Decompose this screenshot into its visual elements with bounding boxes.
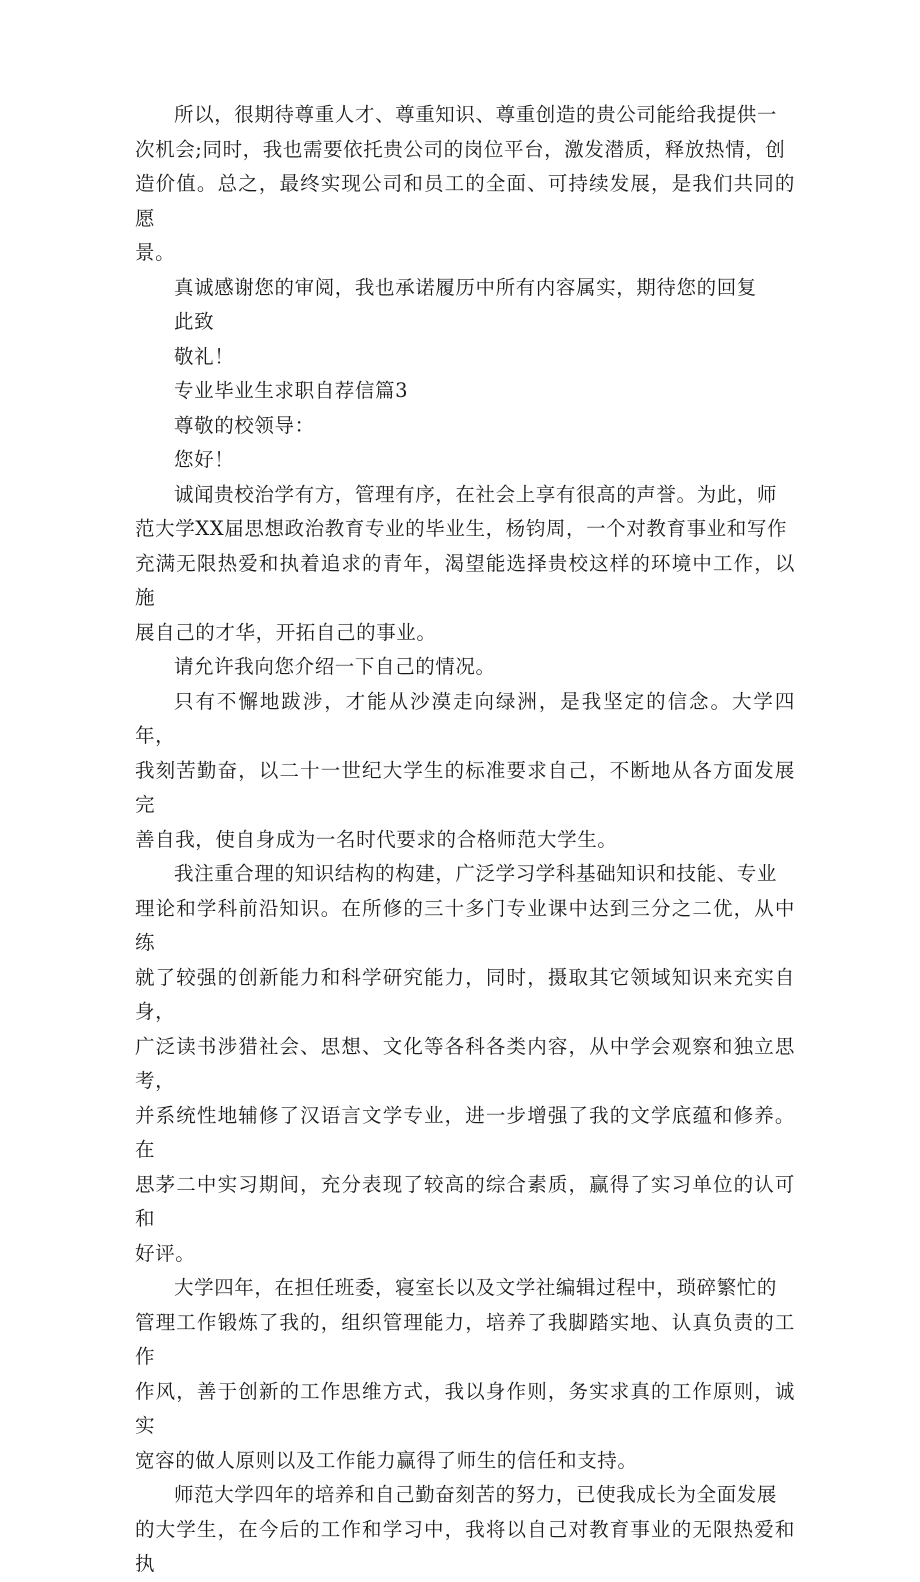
paragraph: 请允许我向您介绍一下自己的情况。 <box>174 655 496 678</box>
section-heading: 专业毕业生求职自荐信篇3 <box>174 379 409 402</box>
greeting-addressee: 尊敬的校领导： <box>174 413 315 437</box>
closing-regards: 敬礼！ <box>174 344 235 368</box>
paragraph: 真诚感谢您的审阅，我也承诺履历中所有内容属实，期待您的回复 <box>174 275 757 299</box>
letter-body <box>135 98 795 1582</box>
greeting: 您好！ <box>174 448 235 471</box>
paragraph: 师范大学四年的培养和自己勤奋刻苦的努力，已使我成长为全面发展 的大学生，在今后的工作和学习中，我将以自己对教育事业的无限热爱和执 <box>135 1483 795 1575</box>
paragraph: 大学四年，在担任班委，寝室长以及文学社编辑过程中，琐碎繁忙的 管理工作锻炼了我的，组织管理能力，培养了我脚踏实地、认真负责的工作 作风，善于创新的工作思维方式，我以身作则，务实求真的工作原则，诚实 宽容的做人原则以及工作能力赢得了师生的信任和支持。 <box>135 1276 795 1472</box>
paragraph: 所以，很期待尊重人才、尊重知识、尊重创造的贵公司能给我提供一 次机会;同时，我也需要依托贵公司的岗位平台，激发潜质，释放热情，创 造价值。总之，最终实现公司和员工的全面、可持续发展，是我们共同的愿 景。 <box>135 103 795 264</box>
closing-salutation: 此致 <box>174 310 215 333</box>
paragraph: 我注重合理的知识结构的构建，广泛学习学科基础知识和技能、专业 理论和学科前沿知识。在所修的三十多门专业课中达到三分之二优，从中练 就了较强的创新能力和科学研究能力，同时，摄取其它领域知识来充实自身， 广泛读书涉猎社会、思想、文化等各科各类内容，从中学会观察和独立思考， 并系统性地辅修了汉语言文学专业，进一步增强了我的文学底蕴和修养。在 思茅二中实习期间，充分表现了较高的综合素质，赢得了实习单位的认可和 好评。 <box>135 862 795 1265</box>
paragraph: 只有不懈地跋涉，才能从沙漠走向绿洲，是我坚定的信念。大学四年， 我刻苦勤奋，以二十一世纪大学生的标准要求自己，不断地从各方面发展完 善自我，使自身成为一名时代要求的合格师范大学生。 <box>135 689 795 851</box>
paragraph: 诚闻贵校治学有方，管理有序，在社会上享有很高的声誉。为此，师 范大学XX届思想政治教育专业的毕业生，杨钧周，一个对教育事业和写作 充满无限热爱和执着追求的青年，渴望能选择贵校这样的环境中工作，以施 展自己的才华，开拓自己的事业。 <box>135 482 795 644</box>
